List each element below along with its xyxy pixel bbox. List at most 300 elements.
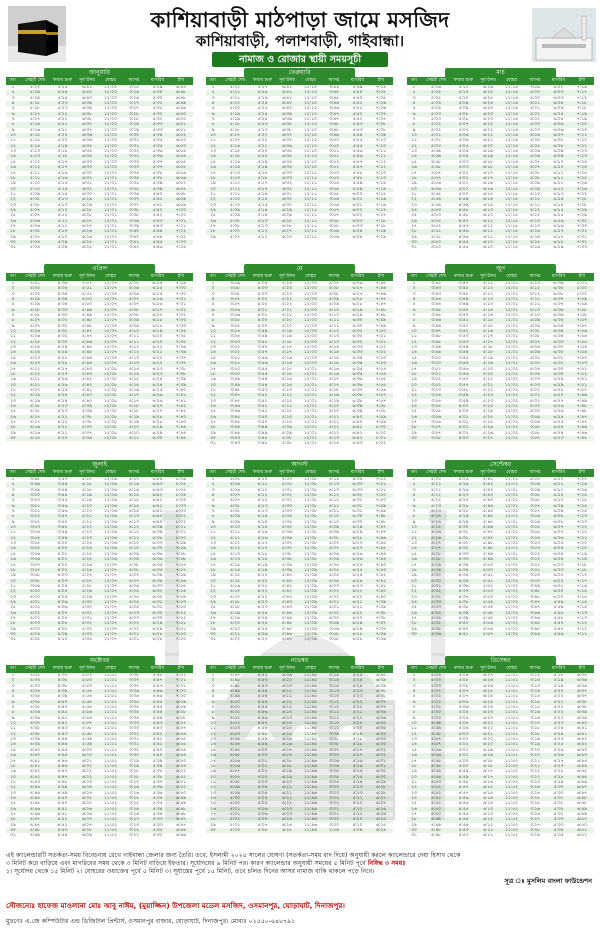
time-cell: ৫:৫১ xyxy=(482,573,494,579)
time-cell: ৩:২৮ xyxy=(128,111,140,117)
time-cell: ৫:৪৪ xyxy=(482,503,494,509)
time-cell: ৪:১৩ xyxy=(529,218,541,224)
time-cell: ১২:০০ xyxy=(104,133,117,139)
time-cell: ৫:২৩ xyxy=(281,291,293,297)
column-header: ইশা xyxy=(177,666,185,671)
time-cell: ৫:২০ xyxy=(281,323,293,329)
time-cell: ৪:১৩ xyxy=(328,487,340,493)
time-cell: ৫:৫৫ xyxy=(81,705,93,711)
time-cell: ৫:৪৯ xyxy=(81,307,93,313)
time-cell: ৬:২১ xyxy=(281,785,293,791)
time-cell: ৭:৩৩ xyxy=(175,318,187,324)
time-cell: ৬:০৮ xyxy=(553,519,564,525)
time-cell: ৫:৪০ xyxy=(281,578,293,584)
time-cell: ৭:৫৬ xyxy=(375,387,387,393)
time-cell: ৪:১৬ xyxy=(29,425,41,431)
time-cell: ৩:৫৮ xyxy=(328,637,340,643)
time-cell: ১২:০১ xyxy=(505,482,518,488)
time-cell: ১২:০৭ xyxy=(104,286,117,292)
time-cell: ৭:৫৭ xyxy=(576,318,588,324)
time-cell: ৭:৫৩ xyxy=(375,355,387,361)
time-cell: ৪:১৮ xyxy=(29,409,41,415)
time-cell: ৩:৩৫ xyxy=(128,699,140,705)
date-cell: ১ xyxy=(412,85,416,90)
date-cell: ১৪ xyxy=(10,350,16,356)
time-cell: ৫:২৩ xyxy=(257,122,268,128)
time-cell: ৬:১৫ xyxy=(482,785,494,791)
time-cell: ৪:৫১ xyxy=(57,806,68,812)
time-cell: ১২:০২ xyxy=(505,371,518,377)
time-cell: ৭:৫৪ xyxy=(175,589,187,595)
time-cell: ৬:৫৬ xyxy=(175,175,187,181)
time-cell: ৮:০১ xyxy=(375,435,387,441)
time-cell: ৬:৫৫ xyxy=(175,159,187,165)
time-cell: ৬:১৪ xyxy=(482,801,494,807)
time-cell: ৪:৫৯ xyxy=(458,202,469,208)
time-cell: ১১:৫১ xyxy=(104,678,117,684)
date-cell: ১৪ xyxy=(411,154,417,160)
time-cell: ৬:২৭ xyxy=(553,393,564,399)
time-cell: ৪:৩৬ xyxy=(29,715,41,721)
time-cell: ৬:০৭ xyxy=(553,525,564,531)
date-cell: ১৭ xyxy=(210,758,216,764)
time-cell: ৫:২১ xyxy=(81,519,93,525)
month-name: মে xyxy=(244,264,355,273)
time-cell: ৪:৫৬ xyxy=(458,795,469,801)
time-cell: ৬:০৪ xyxy=(553,551,564,557)
time-cell: ৩:৫৭ xyxy=(430,430,442,436)
date-cell: ২৪ xyxy=(10,599,16,605)
time-cell: ৬:৩২ xyxy=(281,181,293,187)
time-cell: ৫:৪৯ xyxy=(482,551,494,557)
time-cell: ১১:৫১ xyxy=(505,699,518,705)
time-cell: ৩:৫০ xyxy=(29,493,41,499)
time-cell: ৬:১১ xyxy=(482,833,494,839)
time-cell: ৪:৩৬ xyxy=(458,583,469,589)
time-cell: ৫:১৭ xyxy=(57,159,68,165)
time-cell: ৭:১৭ xyxy=(576,573,588,579)
time-cell: ৪:২৬ xyxy=(29,334,41,340)
date-cell: ১৩ xyxy=(210,149,216,155)
time-cell: ৩:৫৭ xyxy=(328,213,340,219)
time-cell: ৫:০৭ xyxy=(458,694,469,700)
date-cell: ২৮ xyxy=(10,425,16,431)
time-cell: ৬:৩০ xyxy=(81,191,93,197)
time-cell: ৬:৩০ xyxy=(352,519,363,525)
time-cell: ৩:২৮ xyxy=(128,769,140,775)
time-cell: ৫:১১ xyxy=(482,281,494,286)
time-cell: ৩:৪৬ xyxy=(229,403,241,409)
time-cell: ৬:৫২ xyxy=(576,833,588,839)
time-cell: ৩:১২ xyxy=(328,705,340,711)
time-cell: ১২:০৯ xyxy=(304,615,317,621)
time-cell: ৪:০২ xyxy=(257,302,268,308)
time-cell: ৬:৪৬ xyxy=(576,779,588,785)
time-cell: ৩:৫০ xyxy=(458,307,469,313)
time-cell: ৫:০৬ xyxy=(430,85,442,90)
time-cell: ৪:৫৯ xyxy=(458,774,469,780)
time-cell: ৩:৫৫ xyxy=(529,525,541,531)
date-cell: ২ xyxy=(412,482,416,488)
time-cell: ৭:৪৩ xyxy=(175,414,187,420)
time-cell: ৪:৩২ xyxy=(430,594,442,600)
time-cell: ৫:০১ xyxy=(430,133,442,139)
time-cell: ৫:০৯ xyxy=(229,207,241,213)
time-cell: ৬:২৮ xyxy=(281,218,293,224)
time-cell: ৭:৫৪ xyxy=(375,371,387,377)
time-cell: ৬:৩৪ xyxy=(352,355,363,361)
date-cell: ৪ xyxy=(11,689,15,695)
date-cell: ২৮ xyxy=(210,229,216,235)
time-cell: ৩:৩৮ xyxy=(128,207,140,213)
time-cell: ৩:০৬ xyxy=(328,758,340,764)
time-cell: ৬:২৫ xyxy=(375,822,387,828)
time-cell: ৩:৫৮ xyxy=(257,339,268,345)
time-cell: ৪:০১ xyxy=(529,398,541,404)
time-cell: ৪:৪৯ xyxy=(430,822,442,828)
column-header: মাগরিব xyxy=(150,470,165,475)
date-cell: ১০ xyxy=(10,133,16,139)
time-cell: ৭:০২ xyxy=(175,229,187,235)
time-cell: ৬:৩৫ xyxy=(152,562,163,568)
date-cell: ৬ xyxy=(211,307,215,313)
time-cell: ৫:৩৪ xyxy=(152,133,163,139)
time-cell: ৫:০২ xyxy=(430,127,442,133)
time-cell: ৬:৪১ xyxy=(576,731,588,737)
time-cell: ৬:৩২ xyxy=(81,175,93,181)
time-cell: ১২:১০ xyxy=(304,101,317,107)
time-cell: ৫:১৪ xyxy=(229,159,241,165)
time-cell: ১২:০২ xyxy=(505,430,518,436)
time-cell: ৪:২৯ xyxy=(430,562,442,568)
time-cell: ৭:৪৯ xyxy=(576,393,588,399)
time-cell: ১২:০১ xyxy=(304,377,317,383)
time-cell: ৩:৫৩ xyxy=(257,387,268,393)
time-cell: ১২:১০ xyxy=(304,111,317,117)
time-cell: ৬:৫২ xyxy=(175,769,187,775)
time-cell: ৮:০০ xyxy=(175,535,187,541)
time-cell: ৬:৩৭ xyxy=(81,127,93,133)
time-cell: ১২:১৪ xyxy=(505,127,518,133)
time-cell: ১২:০৬ xyxy=(104,493,117,499)
time-cell: ৬:০২ xyxy=(81,774,93,780)
time-cell: ১১:৫১ xyxy=(104,721,117,727)
time-cell: ৬:৩১ xyxy=(375,763,387,769)
time-cell: ৭:১৯ xyxy=(576,117,588,123)
time-cell: ৫:০৯ xyxy=(281,425,293,431)
time-cell: ৭:৪৯ xyxy=(375,323,387,329)
time-cell: ৫:৩১ xyxy=(81,610,93,616)
time-cell: ৬:৫০ xyxy=(175,785,187,791)
time-cell: ৫:০৬ xyxy=(257,806,268,812)
time-cell: ৪:৫৩ xyxy=(458,833,469,839)
time-cell: ১১:৫২ xyxy=(505,758,518,764)
time-cell: ১২:০০ xyxy=(104,117,117,123)
time-cell: ৫:৩৮ xyxy=(152,769,163,775)
time-cell: ৫:০৪ xyxy=(29,239,41,245)
time-cell: ৭:৫১ xyxy=(375,482,387,488)
time-cell: ৪:০৫ xyxy=(128,589,140,595)
time-cell: ৬:৪২ xyxy=(152,493,163,499)
time-cell: ৫:০২ xyxy=(229,822,241,828)
time-cell: ৩:৫৩ xyxy=(29,525,41,531)
time-cell: ৬:২৬ xyxy=(81,229,93,235)
date-cell: ৮ xyxy=(211,122,215,128)
time-cell: ৪:৫৮ xyxy=(458,207,469,213)
time-cell: ৪:০০ xyxy=(529,95,541,101)
time-cell: ৫:৪১ xyxy=(152,737,163,743)
time-cell: ৪:০৪ xyxy=(529,366,541,372)
table-header xyxy=(407,665,594,673)
time-cell: ৫:৫৪ xyxy=(81,694,93,700)
time-cell: ৫:০১ xyxy=(257,763,268,769)
time-cell: ৪:৩৫ xyxy=(57,286,68,292)
time-cell: ৪:৫০ xyxy=(430,239,442,245)
time-cell: ৫:২৫ xyxy=(482,414,494,420)
time-cell: ৪:৫০ xyxy=(57,795,68,801)
time-cell: ৬:৪৭ xyxy=(576,790,588,796)
time-cell: ১১:৪৫ xyxy=(304,689,317,695)
date-cell: ৮ xyxy=(211,710,215,716)
time-cell: ৭:৫৭ xyxy=(375,398,387,404)
time-cell: ৭:৫২ xyxy=(175,615,187,621)
time-cell: ৪:৩৪ xyxy=(29,689,41,695)
time-cell: ১১:৪৬ xyxy=(304,806,317,812)
time-cell: ৩:৫১ xyxy=(229,361,241,367)
table-header xyxy=(6,77,193,85)
date-cell: ১৭ xyxy=(411,170,417,176)
time-cell: ৩:৫১ xyxy=(229,355,241,361)
date-cell: ১৩ xyxy=(210,541,216,547)
time-cell: ৬:২৭ xyxy=(375,801,387,807)
time-cell: ৬:৫৭ xyxy=(175,726,187,732)
time-cell: ৪:৩২ xyxy=(458,541,469,547)
time-cell: ১১:৫১ xyxy=(505,689,518,695)
time-cell: ৬:১০ xyxy=(281,683,293,689)
time-cell: ৪:১০ xyxy=(529,191,541,197)
time-cell: ৫:০৭ xyxy=(257,817,268,823)
time-cell: ৪:৪০ xyxy=(458,621,469,627)
time-cell: ৭:৫৪ xyxy=(576,345,588,351)
date-cell: ৯ xyxy=(11,715,15,721)
time-cell: ৬:২২ xyxy=(352,594,363,600)
time-cell: ৫:৫৪ xyxy=(81,689,93,695)
time-cell: ৩:৪০ xyxy=(128,229,140,235)
time-cell: ৫:২২ xyxy=(553,710,564,716)
time-cell: ৪:২৭ xyxy=(29,323,41,329)
column-header: ফজর শুরু xyxy=(53,78,72,83)
time-cell: ৬:৫৪ xyxy=(175,753,187,759)
time-cell: ৫:০৮ xyxy=(281,441,293,447)
time-cell: ৬:৩৭ xyxy=(81,122,93,128)
time-cell: ৫:৪৩ xyxy=(81,366,93,372)
date-cell: ১২ xyxy=(411,143,417,149)
time-cell: ৪:৩৩ xyxy=(458,551,469,557)
time-cell: ৫:৫০ xyxy=(352,95,363,101)
time-cell: ৪:৫১ xyxy=(229,715,241,721)
time-cell: ৬:৩৬ xyxy=(81,138,93,144)
date-cell: ৩১ xyxy=(10,245,16,251)
column-header: ইশা xyxy=(377,274,385,279)
time-cell: ৪:০২ xyxy=(29,615,41,621)
time-cell: ৩:৫৬ xyxy=(458,366,469,372)
time-cell: ৫:১০ xyxy=(458,90,469,96)
column-header: তাং xyxy=(209,666,217,671)
time-cell: ৬:৩৯ xyxy=(81,101,93,107)
time-cell: ৪:২৯ xyxy=(57,345,68,351)
time-cell: ৫:৩৮ xyxy=(152,170,163,176)
time-cell: ৫:০৫ xyxy=(29,234,41,240)
time-cell: ৪:১৬ xyxy=(128,387,140,393)
time-cell: ৭:৫৭ xyxy=(175,567,187,573)
time-cell: ৬:৪৩ xyxy=(576,753,588,759)
time-cell: ৪:১৬ xyxy=(29,430,41,436)
time-cell: ৫:৩২ xyxy=(553,806,564,812)
time-cell: ৪:৪৭ xyxy=(57,774,68,780)
time-cell: ৪:৩৬ xyxy=(57,281,68,286)
time-cell: ১২:০২ xyxy=(505,562,518,568)
date-cell: ২৫ xyxy=(210,409,216,415)
time-cell: ১২:০৮ xyxy=(304,541,317,547)
time-cell: ৪:০৪ xyxy=(128,605,140,611)
time-cell: ৪:৫১ xyxy=(430,234,442,240)
time-cell: ৭:১৬ xyxy=(576,85,588,90)
time-cell: ৪:৫৮ xyxy=(458,779,469,785)
time-cell: ৬:৩৮ xyxy=(152,535,163,541)
time-cell: ৩:৫৬ xyxy=(257,355,268,361)
time-cell: ৩:৫৮ xyxy=(29,573,41,579)
time-cell: ৬:০৯ xyxy=(553,149,564,155)
time-cell: ৪:৫১ xyxy=(430,801,442,807)
column-header: তাং xyxy=(410,470,418,475)
table-header xyxy=(407,77,594,85)
time-cell: ১২:০৭ xyxy=(104,578,117,584)
time-cell: ৩:০২ xyxy=(328,795,340,801)
time-cell: ৬:৪৬ xyxy=(175,833,187,839)
time-cell: ১১:৫২ xyxy=(104,806,117,812)
time-cell: ৪:১২ xyxy=(229,541,241,547)
time-cell: ৫:১২ xyxy=(352,801,363,807)
time-cell: ৫:৪৯ xyxy=(482,557,494,563)
time-cell: ৪:২৯ xyxy=(57,350,68,356)
time-cell: ৪:৫১ xyxy=(57,811,68,817)
month-name: জুন xyxy=(445,264,556,273)
time-cell: ৪:১৯ xyxy=(328,398,340,404)
time-cell: ৭:১১ xyxy=(375,149,387,155)
time-cell: ৩:২৩ xyxy=(128,822,140,828)
time-cell: ১১:৫২ xyxy=(505,790,518,796)
date-cell: ৯ xyxy=(412,715,416,721)
time-cell: ৪:১৩ xyxy=(529,223,541,229)
time-cell: ১২:০১ xyxy=(304,419,317,425)
time-cell: ৪:৫৯ xyxy=(430,149,442,155)
time-cell: ১২:০১ xyxy=(104,218,117,224)
time-cell: ৪:০৪ xyxy=(529,133,541,139)
time-cell: ৬:৪৬ xyxy=(175,827,187,833)
time-cell: ৫:১৬ xyxy=(29,122,41,128)
date-cell: ৬ xyxy=(412,699,416,705)
time-cell: ৬:২১ xyxy=(352,599,363,605)
time-cell: ৬:২৭ xyxy=(81,223,93,229)
time-cell: ৫:০২ xyxy=(430,689,442,695)
time-cell: ১২:০৬ xyxy=(104,546,117,552)
date-cell: ২০ xyxy=(210,186,216,192)
date-cell: ১০ xyxy=(411,525,417,531)
time-cell: ৫:৪২ xyxy=(482,482,494,488)
date-cell: ১৪ xyxy=(411,350,417,356)
time-cell: ৬:১৪ xyxy=(553,202,564,208)
time-cell: ৫:০৩ xyxy=(229,827,241,833)
time-cell: ৪:২০ xyxy=(328,403,340,409)
time-cell: ৭:৪৪ xyxy=(175,425,187,431)
time-cell: ৪:২৪ xyxy=(430,519,442,525)
table-header xyxy=(6,665,193,673)
time-cell: ৬:২৭ xyxy=(352,541,363,547)
time-cell: ৫:১০ xyxy=(29,186,41,192)
time-cell: ৫:২১ xyxy=(281,313,293,319)
time-cell: ৫:১৩ xyxy=(229,170,241,176)
time-cell: ১২:০১ xyxy=(104,186,117,192)
time-cell: ৪:১৪ xyxy=(529,234,541,240)
time-cell: ৭:৪০ xyxy=(375,594,387,600)
time-cell: ৬:২৩ xyxy=(482,715,494,721)
time-cell: ৬:১৪ xyxy=(482,795,494,801)
time-cell: ৬:৫৩ xyxy=(175,763,187,769)
time-cell: ১২:১৪ xyxy=(505,90,518,96)
time-cell: ৫:৫৭ xyxy=(553,621,564,627)
time-cell: ৩:৫২ xyxy=(257,398,268,404)
time-cell: ৩:২৮ xyxy=(128,774,140,780)
time-cell: ৬:১৩ xyxy=(553,191,564,197)
time-cell: ৬:৩০ xyxy=(553,371,564,377)
column-header: সেহরী শেষ xyxy=(25,470,45,475)
time-cell: ৪:০৫ xyxy=(57,589,68,595)
time-cell: ৬:৩৭ xyxy=(553,297,564,303)
time-cell: ৫:১১ xyxy=(352,811,363,817)
time-cell: ৩:১৫ xyxy=(529,699,541,705)
column-header: সূর্য উদয় xyxy=(480,78,496,83)
time-cell: ৬:১৮ xyxy=(482,758,494,764)
time-cell: ৬:৪৭ xyxy=(175,85,187,90)
time-cell: ৪:০৮ xyxy=(57,626,68,632)
time-cell: ৫:৪৪ xyxy=(281,610,293,616)
time-cell: ৫:২৬ xyxy=(81,562,93,568)
time-cell: ৬:০৪ xyxy=(81,785,93,791)
date-cell: ৭ xyxy=(211,509,215,515)
time-cell: ৭:১৮ xyxy=(576,567,588,573)
time-cell: ৪:০৩ xyxy=(57,573,68,579)
time-cell: ১২:১৪ xyxy=(505,95,518,101)
time-cell: ১২:০৭ xyxy=(104,355,117,361)
time-cell: ৬:২৪ xyxy=(352,578,363,584)
column-header: সেহরী শেষ xyxy=(426,78,446,83)
time-cell: ৪:২১ xyxy=(57,425,68,431)
time-cell: ৫:১৭ xyxy=(352,753,363,759)
time-cell: ১২:০৮ xyxy=(104,403,117,409)
time-cell: ৫:২০ xyxy=(29,85,41,90)
date-cell: ১২ xyxy=(10,731,16,737)
time-cell: ৬:৩৬ xyxy=(152,557,163,563)
time-cell: ৬:২৮ xyxy=(81,213,93,219)
time-cell: ৬:২০ xyxy=(152,339,163,345)
time-cell: ৪:৩১ xyxy=(57,329,68,335)
time-cell: ৪:০৭ xyxy=(128,302,140,308)
date-cell: ২৩ xyxy=(10,594,16,600)
column-header: ফজর শুরু xyxy=(53,274,72,279)
time-cell: ৪:০৩ xyxy=(29,621,41,627)
date-cell: ১৯ xyxy=(10,377,16,383)
time-cell: ১২:১৪ xyxy=(505,117,518,123)
